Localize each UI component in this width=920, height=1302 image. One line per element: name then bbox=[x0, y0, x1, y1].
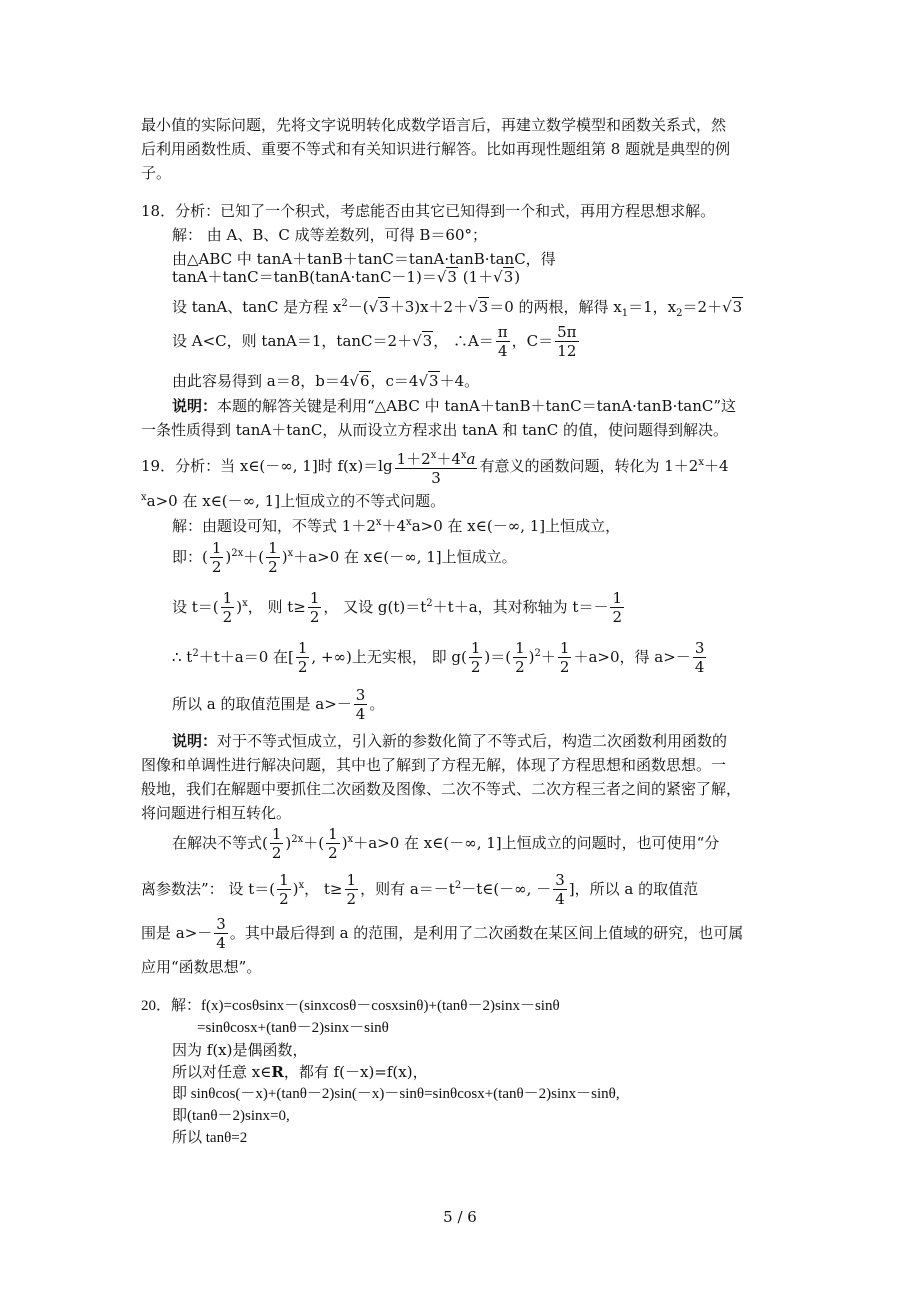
q18-line-4: 设 tanA、tanC 是方程 $x^2-(√3+3)x+2+√3=0$ 的两根，解得 $x_1=1$，$x_2=2+√3$ bbox=[172, 298, 743, 319]
q20-line-2: =sinθcosx+(tanθ－2)sinx－sinθ bbox=[197, 1020, 389, 1036]
q18-heading: 18．分析：已知了一个积式，考虑能否由其它已知得到一个和式，再用方程思想求解。 bbox=[141, 202, 716, 220]
q19-line-4: ∴ $t^2+t+a=0$ 在[ $\frac{1}{2}$ , +∞)上无实根， 即 g( $\frac{1}{2}$ )＝( $\frac{1}{2}$ )$^2$＋ $\frac{1}{2}$ ＋a>0，得 a>－ $\frac{3}{4}$ bbox=[172, 638, 705, 676]
q19-line-5: 所以 a 的取值范围是 a>－ $\frac{3}{4}$ 。 bbox=[172, 685, 385, 723]
q19-line-3: 设 t＝( $\frac{1}{2}$ )$^x$， 则 t≥ $\frac{1}{2}$ ， 又设 $g(t)=t^2+t+a$，其对称轴为 t＝－ $\frac{1}{2}$ bbox=[172, 588, 622, 626]
q18-line-5: 设 A<C，则 tanA＝1，tanC＝2＋√3， ∴A＝ $\frac{\pi}{4}$ ，C＝ $\frac{5\pi}{12}$ bbox=[172, 322, 577, 360]
fraction-lg-argument: $\frac{1+2^x+4^xa}{3}$ bbox=[395, 447, 478, 488]
q20-line-1: 20．解：f(x)=cosθsinx－(sinxcosθ－cosxsinθ)+(tanθ－2)sinx－sinθ bbox=[141, 998, 560, 1014]
q18-note-line-1: 说明：本题的解答关键是利用“△ABC 中 tanA＋tanB＋tanC＝tanA·tanB·tanC”这 bbox=[172, 397, 737, 415]
q19-heading-cont: $^x$a>0 在 x∈(－∞, 1]上恒成立的不等式问题。 bbox=[141, 492, 446, 510]
intro-line-2: 后利用函数性质、重要不等式和有关知识进行解答。比如再现性题组第 8 题就是典型的例 bbox=[141, 140, 731, 158]
q18-line-1: 解： 由 A、B、C 成等差数列，可得 B＝60°； bbox=[172, 226, 488, 244]
q19-line-1: 解：由题设可知，不等式 $1+2^x+4^xa>0$ 在 x∈(－∞, 1]上恒成立， bbox=[172, 517, 621, 535]
fraction-5pi-12: $\frac{5\pi}{12}$ bbox=[557, 322, 577, 360]
page-number: 5 / 6 bbox=[443, 1208, 477, 1226]
sqrt3-radical: √3 bbox=[436, 268, 457, 286]
fraction-pi-4: $\frac{\pi}{4}$ bbox=[497, 322, 508, 360]
q18-note-line-2: 一条性质得到 tanA＋tanC，从而设立方程求出 tanA 和 tanC 的值，使问题得到解决。 bbox=[141, 421, 728, 439]
q19-note-line-2: 图像和单调性进行解决问题，其中也了解到了方程无解，体现了方程思想和函数思想。一 bbox=[141, 756, 727, 774]
q18-line-2: 由△ABC 中 tanA＋tanB＋tanC＝tanA·tanB·tanC，得 bbox=[172, 250, 556, 268]
q18-l3-text: tanA＋tanC＝tanB(tanA·tanC－1)＝ bbox=[172, 268, 437, 286]
q20-line-7: 所以 tanθ=2 bbox=[172, 1130, 248, 1146]
q20-line-6: 即(tanθ－2)sinx=0, bbox=[172, 1108, 290, 1124]
q20-line-5: 即 sinθcos(－x)+(tanθ－2)sin(－x)－sinθ=sinθcosx+(tanθ－2)sinx－sinθ, bbox=[172, 1086, 620, 1102]
q19-note-line-3: 般地，我们在解题中要抓住二次函数及图像、二次不等式、二次方程三者之间的紧密了解， bbox=[141, 780, 742, 798]
q19-line-2: 即：( $\frac{1}{2}$ )$^{2x}$＋( $\frac{1}{2}$ )$^x$＋a>0 在 x∈(－∞, 1]上恒成立。 bbox=[172, 538, 517, 576]
q18-line-3: tanA＋tanC＝tanB(tanA·tanC－1)＝√3 (1＋√3) bbox=[172, 263, 520, 291]
q20-line-4: 所以对任意 x∈R，都有 f(－x)=f(x)， bbox=[172, 1063, 428, 1081]
q19-heading: 19．分析：当 x∈(－∞, 1]时 f(x)＝lg $\frac{1+2^x+4^xa}{3}$ 有意义的函数问题，转化为 $1+2^x+4$ bbox=[141, 440, 729, 489]
q18-line-6: 由此容易得到 a＝8，b＝4√6，c＝4√3＋4。 bbox=[172, 372, 480, 390]
q19-note-line-4: 将问题进行相互转化。 bbox=[141, 804, 292, 822]
q19-para2-line-3: 围是 a>－ $\frac{3}{4}$ 。其中最后得到 a 的范围，是利用了二次函数在某区间上值域的研究，也可属 bbox=[141, 914, 744, 952]
q19-para2-line-4: 应用“函数思想”。 bbox=[141, 958, 262, 976]
intro-line-3: 子。 bbox=[141, 164, 172, 182]
q19-para2-line-2: 离参数法”： 设 t＝( $\frac{1}{2}$ )$^x$， t≥ $\frac{1}{2}$ ，则有 $a=-t^2-t\in(-\infty$, － $\frac{3}{4}$ ]，所以 a 的取值范 bbox=[141, 870, 699, 908]
q19-note-line-1: 说明：对于不等式恒成立，引入新的参数化简了不等式后，构造二次函数利用函数的 bbox=[172, 732, 728, 750]
q19-para2-line-1: 在解决不等式( $\frac{1}{2}$ )$^{2x}$＋( $\frac{1}{2}$ )$^x$＋a>0 在 x∈(－∞, 1]上恒成立的问题时，也可使用“分 bbox=[172, 824, 720, 862]
q20-line-3: 因为 f(x)是偶函数， bbox=[172, 1041, 308, 1059]
intro-line-1: 最小值的实际问题，先将文字说明转化成数学语言后，再建立数学模型和函数关系式，然 bbox=[141, 116, 727, 134]
